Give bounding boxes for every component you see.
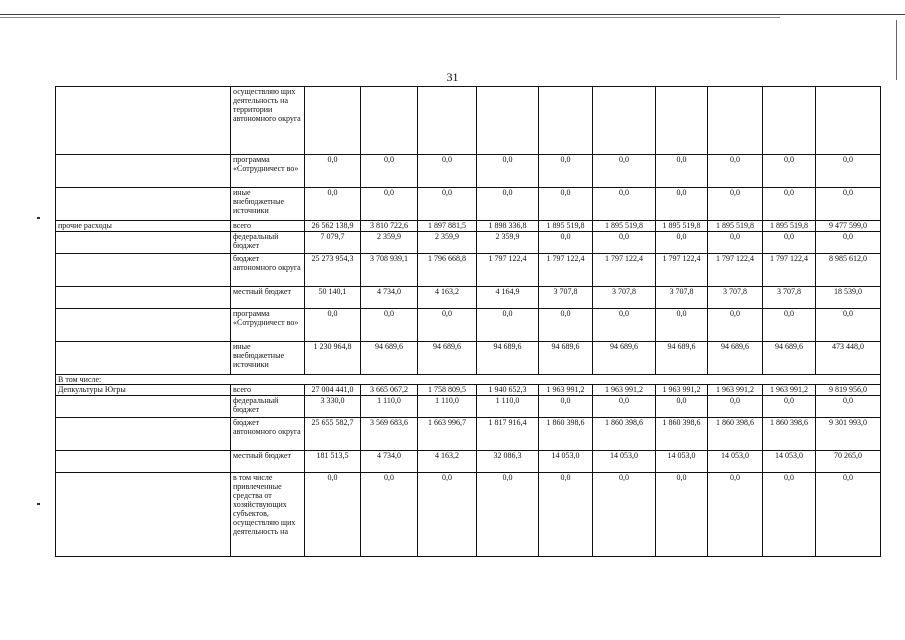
value-cell: 1 860 398,6	[539, 418, 593, 451]
value-cell: 3 707,8	[539, 287, 593, 309]
value-cell: 1 110,0	[418, 396, 477, 418]
value-cell: 4 734,0	[361, 451, 418, 473]
funding-source: бюджет автономного округа	[231, 254, 305, 287]
value-cell: 70 265,0	[816, 451, 881, 473]
table-row	[56, 155, 881, 188]
value-cell: 0,0	[763, 473, 816, 557]
value-cell: 14 053,0	[763, 451, 816, 473]
funding-source: иные внебюджетные источники	[231, 342, 305, 375]
value-cell: 94 689,6	[418, 342, 477, 375]
budget-table	[55, 86, 881, 557]
value-cell: 0,0	[656, 188, 708, 221]
value-cell	[418, 87, 477, 155]
value-cell: 0,0	[763, 232, 816, 254]
value-cell: 0,0	[361, 155, 418, 188]
value-cell: 0,0	[763, 309, 816, 342]
value-cell	[763, 87, 816, 155]
value-cell	[708, 87, 763, 155]
value-cell: 0,0	[816, 309, 881, 342]
scan-edge-line-faint	[0, 17, 780, 18]
value-cell: 0,0	[708, 309, 763, 342]
margin-mark	[37, 503, 40, 505]
value-cell: 3 708 939,1	[361, 254, 418, 287]
value-cell: 0,0	[539, 188, 593, 221]
value-cell: 1 895 519,8	[539, 221, 593, 232]
funding-source: федеральный бюджет	[231, 396, 305, 418]
row-item-name	[56, 342, 231, 375]
table-row	[56, 254, 881, 287]
row-item-name	[56, 473, 231, 557]
value-cell: 0,0	[418, 473, 477, 557]
value-cell: 0,0	[305, 473, 361, 557]
value-cell	[305, 87, 361, 155]
value-cell: 0,0	[656, 155, 708, 188]
value-cell: 1 963 991,2	[539, 385, 593, 396]
value-cell: 4 163,2	[418, 451, 477, 473]
funding-source: местный бюджет	[231, 451, 305, 473]
value-cell: 1 860 398,6	[593, 418, 656, 451]
value-cell	[593, 87, 656, 155]
value-cell: 0,0	[539, 309, 593, 342]
value-cell: 0,0	[305, 155, 361, 188]
value-cell: 1 797 122,4	[708, 254, 763, 287]
value-cell: 7 079,7	[305, 232, 361, 254]
value-cell: 0,0	[593, 188, 656, 221]
value-cell	[477, 87, 539, 155]
value-cell: 1 797 122,4	[593, 254, 656, 287]
value-cell: 0,0	[539, 232, 593, 254]
row-item-name	[56, 188, 231, 221]
value-cell: 1 940 652,3	[477, 385, 539, 396]
table-row	[56, 385, 881, 396]
funding-source: программа «Сотрудничест во»	[231, 309, 305, 342]
row-item-name	[56, 418, 231, 451]
value-cell: 0,0	[763, 188, 816, 221]
row-item-name: Депкультуры Югры	[56, 385, 231, 396]
value-cell: 94 689,6	[477, 342, 539, 375]
value-cell: 3 707,8	[593, 287, 656, 309]
value-cell: 3 707,8	[763, 287, 816, 309]
value-cell: 0,0	[539, 155, 593, 188]
row-item-name	[56, 309, 231, 342]
value-cell: 0,0	[656, 232, 708, 254]
value-cell: 0,0	[593, 473, 656, 557]
row-item-name	[56, 396, 231, 418]
value-cell: 0,0	[418, 155, 477, 188]
value-cell: 94 689,6	[361, 342, 418, 375]
value-cell	[539, 87, 593, 155]
funding-source: бюджет автономного округа	[231, 418, 305, 451]
value-cell: 1 796 668,8	[418, 254, 477, 287]
value-cell: 0,0	[656, 309, 708, 342]
value-cell: 1 817 916,4	[477, 418, 539, 451]
section-row	[56, 375, 881, 385]
value-cell: 1 797 122,4	[656, 254, 708, 287]
value-cell: 14 053,0	[708, 451, 763, 473]
value-cell: 18 539,0	[816, 287, 881, 309]
value-cell: 1 758 809,5	[418, 385, 477, 396]
value-cell: 0,0	[418, 188, 477, 221]
margin-mark	[37, 217, 40, 219]
value-cell: 0,0	[816, 396, 881, 418]
value-cell: 94 689,6	[593, 342, 656, 375]
table-row	[56, 418, 881, 451]
value-cell: 1 110,0	[477, 396, 539, 418]
value-cell: 0,0	[477, 473, 539, 557]
table-row	[56, 232, 881, 254]
value-cell: 0,0	[816, 188, 881, 221]
value-cell: 3 665 067,2	[361, 385, 418, 396]
value-cell: 2 359,9	[361, 232, 418, 254]
value-cell: 1 963 991,2	[593, 385, 656, 396]
value-cell: 0,0	[593, 396, 656, 418]
value-cell: 1 895 519,8	[656, 221, 708, 232]
value-cell: 94 689,6	[539, 342, 593, 375]
budget-table-body	[56, 87, 881, 557]
table-row	[56, 87, 881, 155]
value-cell: 0,0	[816, 473, 881, 557]
value-cell: 1 860 398,6	[656, 418, 708, 451]
funding-source: осуществляю щих деятельность на территории автономного округа	[231, 87, 305, 155]
value-cell	[816, 87, 881, 155]
value-cell: 2 359,9	[477, 232, 539, 254]
value-cell: 9 301 993,0	[816, 418, 881, 451]
table-row	[56, 287, 881, 309]
value-cell: 0,0	[708, 473, 763, 557]
funding-source: иные внебюджетные источники	[231, 188, 305, 221]
funding-source: всего	[231, 385, 305, 396]
table-row	[56, 221, 881, 232]
value-cell: 26 562 138,9	[305, 221, 361, 232]
value-cell: 3 810 722,6	[361, 221, 418, 232]
value-cell	[361, 87, 418, 155]
funding-source: всего	[231, 221, 305, 232]
table-row	[56, 309, 881, 342]
value-cell: 1 963 991,2	[656, 385, 708, 396]
value-cell: 0,0	[477, 309, 539, 342]
value-cell: 1 860 398,6	[763, 418, 816, 451]
value-cell: 1 797 122,4	[539, 254, 593, 287]
value-cell: 1 898 336,8	[477, 221, 539, 232]
table-row	[56, 188, 881, 221]
value-cell: 1 895 519,8	[763, 221, 816, 232]
value-cell: 1 860 398,6	[708, 418, 763, 451]
value-cell: 473 448,0	[816, 342, 881, 375]
value-cell: 1 897 881,5	[418, 221, 477, 232]
value-cell: 0,0	[539, 473, 593, 557]
row-item-name	[56, 451, 231, 473]
row-item-name	[56, 254, 231, 287]
value-cell: 9 477 599,0	[816, 221, 881, 232]
value-cell: 1 797 122,4	[763, 254, 816, 287]
value-cell: 0,0	[361, 473, 418, 557]
value-cell: 27 004 441,0	[305, 385, 361, 396]
value-cell: 94 689,6	[708, 342, 763, 375]
value-cell: 14 053,0	[539, 451, 593, 473]
value-cell: 0,0	[656, 473, 708, 557]
section-label: В том числе:	[56, 375, 881, 385]
value-cell: 0,0	[708, 232, 763, 254]
row-item-name	[56, 87, 231, 155]
value-cell: 1 963 991,2	[708, 385, 763, 396]
row-item-name: прочие расходы	[56, 221, 231, 232]
value-cell: 3 707,8	[656, 287, 708, 309]
row-item-name	[56, 232, 231, 254]
value-cell: 4 164,9	[477, 287, 539, 309]
value-cell: 14 053,0	[593, 451, 656, 473]
value-cell: 0,0	[477, 155, 539, 188]
value-cell: 1 663 996,7	[418, 418, 477, 451]
value-cell	[656, 87, 708, 155]
value-cell: 0,0	[708, 188, 763, 221]
value-cell: 1 110,0	[361, 396, 418, 418]
row-item-name	[56, 155, 231, 188]
value-cell: 3 707,8	[708, 287, 763, 309]
value-cell: 0,0	[593, 155, 656, 188]
value-cell: 0,0	[361, 309, 418, 342]
value-cell: 0,0	[477, 188, 539, 221]
value-cell: 3 330,0	[305, 396, 361, 418]
value-cell: 1 895 519,8	[708, 221, 763, 232]
value-cell: 0,0	[816, 155, 881, 188]
value-cell: 0,0	[361, 188, 418, 221]
value-cell: 1 963 991,2	[763, 385, 816, 396]
value-cell: 32 086,3	[477, 451, 539, 473]
value-cell: 50 140,1	[305, 287, 361, 309]
value-cell: 0,0	[305, 188, 361, 221]
funding-source: федеральный бюджет	[231, 232, 305, 254]
funding-source: местный бюджет	[231, 287, 305, 309]
value-cell: 181 513,5	[305, 451, 361, 473]
value-cell: 0,0	[305, 309, 361, 342]
value-cell: 8 985 612,0	[816, 254, 881, 287]
table-row	[56, 473, 881, 557]
value-cell: 0,0	[763, 396, 816, 418]
value-cell: 0,0	[539, 396, 593, 418]
value-cell: 0,0	[593, 232, 656, 254]
value-cell: 94 689,6	[656, 342, 708, 375]
scan-edge-line	[0, 14, 905, 15]
value-cell: 14 053,0	[656, 451, 708, 473]
value-cell: 0,0	[816, 232, 881, 254]
value-cell: 0,0	[593, 309, 656, 342]
value-cell: 0,0	[708, 155, 763, 188]
row-item-name	[56, 287, 231, 309]
value-cell: 3 569 683,6	[361, 418, 418, 451]
table-row	[56, 396, 881, 418]
value-cell: 25 273 954,3	[305, 254, 361, 287]
value-cell: 0,0	[708, 396, 763, 418]
value-cell: 1 797 122,4	[477, 254, 539, 287]
table-row	[56, 342, 881, 375]
page-number: 31	[446, 70, 459, 84]
value-cell: 2 359,9	[418, 232, 477, 254]
funding-source: в том числе привлеченные средства от хозяйствующих субъектов, осуществляю щих деятельность на	[231, 473, 305, 557]
value-cell: 0,0	[418, 309, 477, 342]
value-cell: 4 734,0	[361, 287, 418, 309]
value-cell: 9 819 956,0	[816, 385, 881, 396]
value-cell: 25 655 582,7	[305, 418, 361, 451]
value-cell: 0,0	[656, 396, 708, 418]
value-cell: 1 230 964,8	[305, 342, 361, 375]
value-cell: 0,0	[763, 155, 816, 188]
funding-source: программа «Сотрудничест во»	[231, 155, 305, 188]
value-cell: 4 163,2	[418, 287, 477, 309]
table-row	[56, 451, 881, 473]
value-cell: 94 689,6	[763, 342, 816, 375]
value-cell: 1 895 519,8	[593, 221, 656, 232]
